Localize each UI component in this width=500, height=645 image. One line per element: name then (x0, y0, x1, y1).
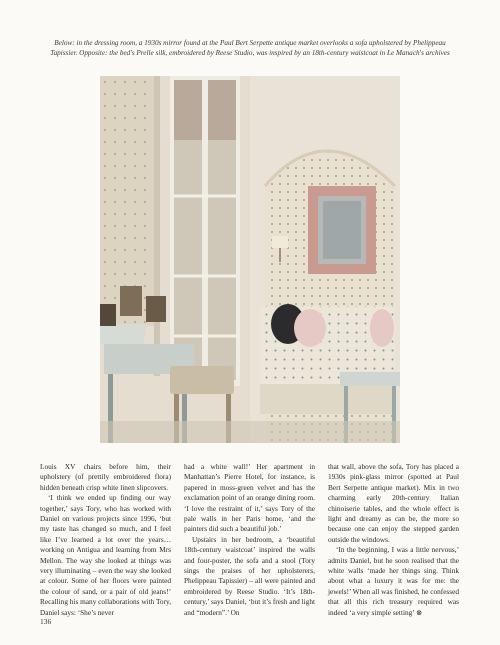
paragraph: ‘In the beginning, I was a little nervous,’ admits Daniel, but he soon realised that the white walls ‘made her things sing. Think about what a luxury it was for me: the jewels!’ When all was finished, he confessed that all this rich treasury required was indeed ‘a very simple setting’ ⊗ (328, 545, 459, 617)
page-number: 136 (40, 617, 52, 626)
article-body (40, 462, 460, 617)
body-column-1 (40, 462, 171, 618)
paragraph: ‘I think we ended up finding our way together,’ says Tory, who has worked with Daniel on various projects since 1996, ‘but my taste has changed so much, and I feel like I’ve learned a lot over the years… working on Antigua and learning from Mrs Mellon. The way she looked at things was very illuminating – even the way she looked at colour. Some of her floors were painted the colour of sand, or a pair of old jeans!’ Recalling his many collaborations with Tory, Daniel says: ‘She’s never (40, 493, 172, 617)
body-column-3 (328, 462, 459, 618)
photo-illustration (100, 76, 400, 443)
paragraph: Upstairs in her bedroom, a ‘beautiful 18th-century waistcoat’ inspired the walls and four-poster, the sofa and a stool (Tory sings the praises of her upholsterers, Phelippeau Tapissier) – all were painted and embroidered by Reese Studio. ‘It’s 18th-century,’ says Daniel, ‘but it’s fresh and light and “modern”.’ On (184, 534, 315, 617)
body-column-2 (184, 462, 315, 618)
paragraph: had a white wall!’ Her apartment in Manhattan’s Pierre Hotel, for instance, is papered in moss-green velvet and has the exclamation point of an orange dining room. ‘I love the restraint of it,’ says Tory of the pale walls in her Paris home, ‘and the painters did such a beautiful job.’ (184, 462, 315, 534)
paragraph: that wall, above the sofa, Tory has placed a 1930s pink-glass mirror (spotted at Paul Bert Serpette antique market). Mix in two charming early 20th-century Italian chinoiserie tables, and the whole effect is light and dreamy as can be, the more so because one can enjoy the stepped garden outside the windows. (328, 462, 459, 544)
caption: Below: in the dressing room, a 1930s mirror found at the Paul Bert Serpette antique market overlooks a sofa upholstered by Phelippeau Tapissier. Opposite: the bed's Prelle silk, embroidered by Reese Studio, was inspired by an 18th-century waistcoat in Le Manach's archives (50, 39, 450, 57)
paragraph: Louis XV chairs before him, their upholstery (of prettily embroidered flora) hidden beneath crisp white linen slipcovers. (40, 462, 171, 492)
dressing-room-photo (100, 76, 400, 443)
